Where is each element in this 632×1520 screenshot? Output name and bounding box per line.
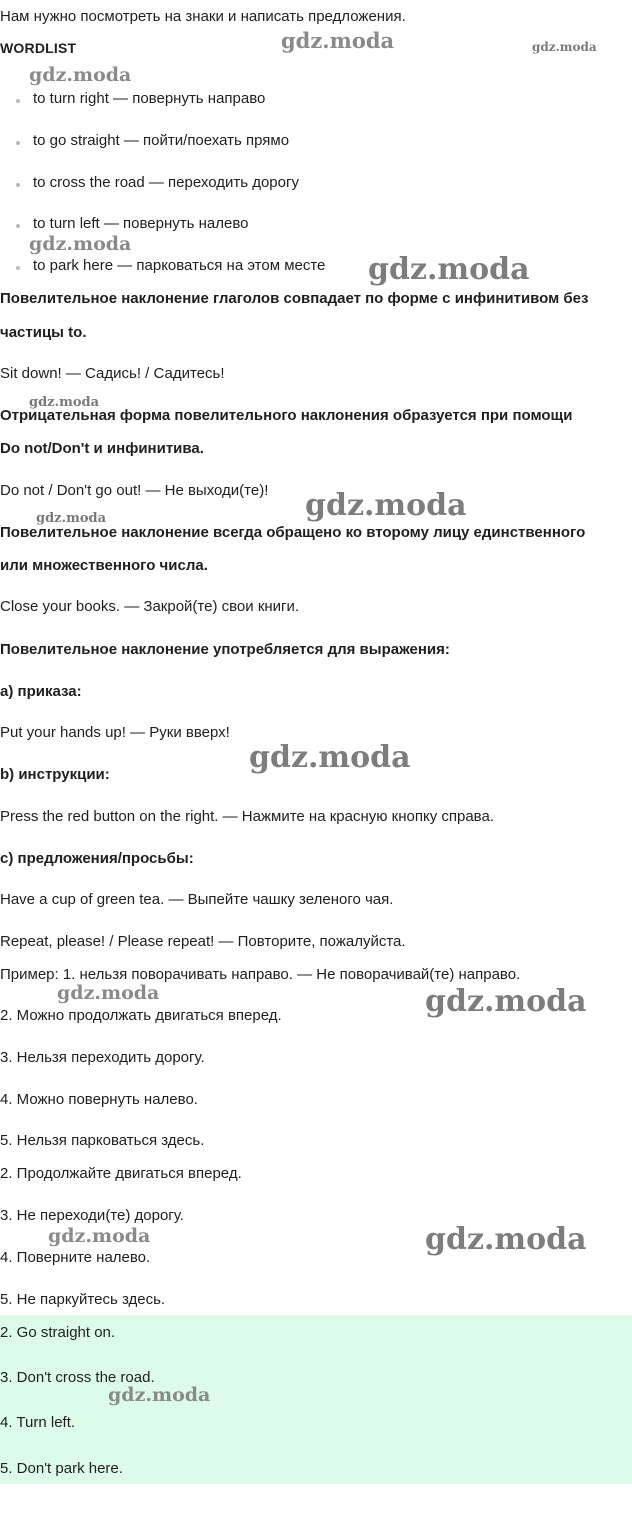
watermark: gdz.moda [108,1384,211,1406]
list-item: 2. Продолжайте двигаться вперед. [0,1165,242,1182]
list-item: to turn right — повернуть направо [33,90,266,107]
example-3: Close your books. — Закрой(те) свои книги. [0,598,300,615]
bullet-dot [16,266,20,270]
usage-a-example: Put your hands up! — Руки вверх! [0,724,230,741]
wordlist-title: WORDLIST [0,40,77,56]
usage-c-example-2: Repeat, please! / Please repeat! — Повторите, пожалуйста. [0,933,406,950]
rule-2-line-1: Отрицательная форма повелительного наклонения образуется при помощи [0,407,573,424]
list-item: 5. Не паркуйтесь здесь. [0,1291,166,1308]
list-item: 2. Go straight on. [0,1324,116,1341]
intro-text: Нам нужно посмотреть на знаки и написать предложения. [0,8,406,25]
bullet-dot [16,183,20,187]
example-2: Do not / Don't go out! — Не выходи(те)! [0,482,269,499]
usage-b-label: b) инструкции: [0,766,110,783]
rule-1-line-2: частицы to. [0,324,87,341]
bullet-dot [16,141,20,145]
list-item: to go straight — пойти/поехать прямо [33,132,290,149]
rule-3-line-2: или множественного числа. [0,557,208,574]
list-item: to park here — парковаться на этом месте [33,257,326,274]
list-item: 4. Turn left. [0,1414,76,1431]
list-item: 5. Нельзя парковаться здесь. [0,1132,205,1149]
list-item: 2. Можно продолжать двигаться вперед. [0,1007,282,1024]
bullet-dot [16,99,20,103]
bullet-dot [16,224,20,228]
list-item: 4. Поверните налево. [0,1249,151,1266]
example-line: Пример: 1. нельзя поворачивать направо. — Не поворачивай(те) направо. [0,966,521,983]
watermark: gdz.moda [425,1222,587,1257]
list-item: 3. Не переходи(те) дорогу. [0,1207,184,1224]
example-1: Sit down! — Садись! / Садитесь! [0,365,225,382]
watermark: gdz.moda [48,1225,151,1247]
list-item: 4. Можно повернуть налево. [0,1091,198,1108]
list-item: to turn left — повернуть налево [33,215,249,232]
watermark: gdz.moda [29,233,132,255]
watermark: gdz.moda [29,395,100,410]
list-item: 3. Нельзя переходить дорогу. [0,1049,205,1066]
usage-c-label: c) предложения/просьбы: [0,850,194,867]
list-item: to cross the road — переходить дорогу [33,174,299,191]
watermark: gdz.moda [57,982,160,1004]
usage-b-example: Press the red button on the right. — Нажмите на красную кнопку справа. [0,808,494,825]
rule-2-line-2: Do not/Don't и инфинитива. [0,440,204,457]
list-item: 5. Don't park here. [0,1460,123,1477]
watermark: gdz.moda [29,64,132,86]
rule-1-line-1: Повелительное наклонение глаголов совпадает по форме с инфинитивом без [0,290,589,307]
list-item: 3. Don't cross the road. [0,1369,155,1386]
watermark: gdz.moda [281,28,395,53]
usage-a-label: a) приказа: [0,683,82,700]
watermark: gdz.moda [36,511,107,526]
watermark: gdz.moda [532,40,597,54]
watermark: gdz.moda [425,984,587,1019]
watermark: gdz.moda [368,252,530,287]
rule-4: Повелительное наклонение употребляется для выражения: [0,641,450,658]
watermark: gdz.moda [305,488,467,523]
usage-c-example-1: Have a cup of green tea. — Выпейте чашку зеленого чая. [0,891,394,908]
rule-3-line-1: Повелительное наклонение всегда обращено ко второму лицу единственного [0,524,586,541]
watermark: gdz.moda [249,740,411,775]
